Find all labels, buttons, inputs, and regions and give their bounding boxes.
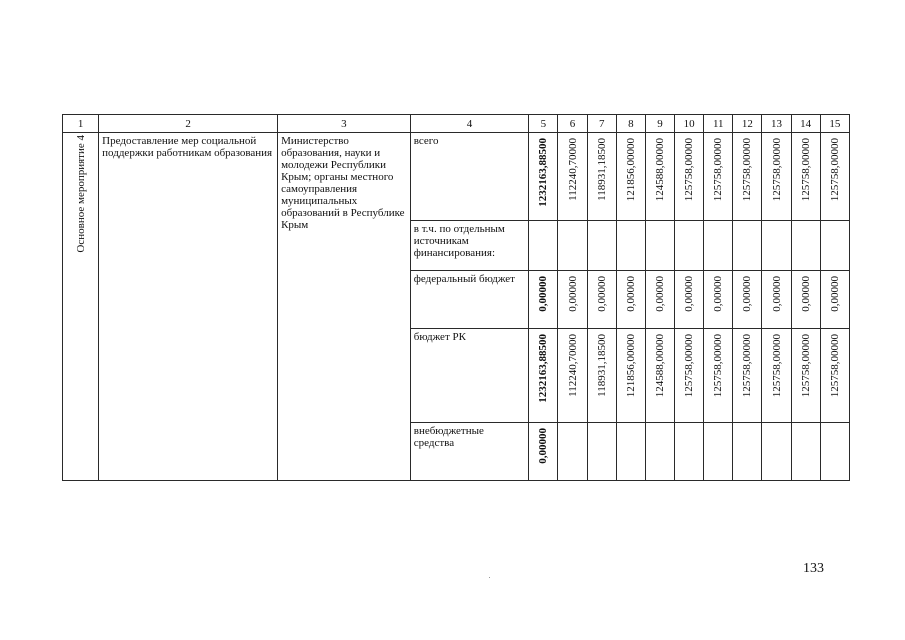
- value-wrap: [558, 329, 586, 397]
- value-wrap: [529, 329, 557, 403]
- year-cell: [820, 221, 849, 271]
- year-cell: [616, 423, 645, 481]
- executor-text: Министерство образования, науки и молодежи Республики Крым; органы местного самоуправления муниципальных образований в Республике Крым: [281, 135, 405, 231]
- value-wrap: [821, 271, 849, 312]
- year-value: 0,00000: [828, 276, 841, 312]
- value-wrap: [762, 133, 790, 201]
- year-cell: [791, 133, 820, 221]
- year-cell: [587, 271, 616, 329]
- year-value: 0,00000: [653, 276, 666, 312]
- value-wrap: [646, 271, 674, 312]
- year-cell: [645, 271, 674, 329]
- funding-table: [62, 114, 850, 481]
- year-value: 125758,00000: [799, 138, 812, 202]
- value-wrap: [733, 329, 761, 397]
- year-value: 112240,70000: [566, 138, 579, 201]
- value-wrap: [529, 271, 557, 312]
- year-value: 0,00000: [741, 276, 754, 312]
- value-wrap: [762, 329, 790, 397]
- year-cell: [675, 221, 704, 271]
- year-cell: [733, 423, 762, 481]
- total-cell: [529, 329, 558, 423]
- activity-cell: [63, 133, 99, 481]
- year-cell: [762, 133, 791, 221]
- year-cell: [762, 423, 791, 481]
- year-value: 125758,00000: [828, 334, 841, 398]
- year-cell: [762, 271, 791, 329]
- description-text: Предоставление мер социальной поддержки работникам образования: [102, 135, 273, 159]
- value-wrap: [733, 271, 761, 312]
- column-number: 2: [99, 115, 278, 133]
- value-wrap: [588, 133, 616, 201]
- year-cell: [820, 423, 849, 481]
- year-value: 0,00000: [770, 276, 783, 312]
- column-number: 11: [704, 115, 733, 133]
- year-cell: [791, 221, 820, 271]
- year-cell: [820, 329, 849, 423]
- year-cell: [762, 329, 791, 423]
- value-wrap: [529, 133, 557, 207]
- year-value: 0,00000: [683, 276, 696, 312]
- column-number: 7: [587, 115, 616, 133]
- total-cell: [529, 423, 558, 481]
- year-cell: [645, 221, 674, 271]
- value-wrap: [792, 329, 820, 397]
- year-cell: [704, 329, 733, 423]
- column-number: 13: [762, 115, 791, 133]
- year-value: 125758,00000: [683, 138, 696, 202]
- year-cell: [587, 221, 616, 271]
- value-wrap: [558, 271, 586, 312]
- year-cell: [558, 221, 587, 271]
- year-cell: [558, 423, 587, 481]
- source-label: всего: [413, 135, 439, 147]
- year-value: 125758,00000: [741, 334, 754, 398]
- value-wrap: [792, 271, 820, 312]
- year-cell: [704, 133, 733, 221]
- value-wrap: [558, 133, 586, 201]
- column-number: 8: [616, 115, 645, 133]
- year-value: 125758,00000: [741, 138, 754, 202]
- value-wrap: [588, 329, 616, 397]
- year-cell: [820, 133, 849, 221]
- value-wrap: [762, 271, 790, 312]
- source-label: в т.ч. по отдельным источникам финансирования:: [413, 223, 505, 259]
- table-body: [63, 115, 850, 481]
- year-value: 112240,70000: [566, 334, 579, 397]
- year-cell: [791, 423, 820, 481]
- year-value: 125758,00000: [712, 138, 725, 202]
- value-wrap: [733, 133, 761, 201]
- source-cell: [410, 221, 529, 271]
- total-cell: [529, 133, 558, 221]
- year-cell: [675, 423, 704, 481]
- scan-artifact: [489, 577, 490, 578]
- value-wrap: [675, 133, 703, 201]
- year-cell: [675, 133, 704, 221]
- value-wrap: [529, 423, 557, 464]
- year-value: 124588,00000: [653, 138, 666, 202]
- year-value: 121856,00000: [624, 334, 637, 398]
- source-cell: [410, 271, 529, 329]
- year-value: 121856,00000: [624, 138, 637, 202]
- column-number: 15: [820, 115, 849, 133]
- description-cell: [99, 133, 278, 481]
- source-cell: [410, 133, 529, 221]
- year-value: 0,00000: [566, 276, 579, 312]
- value-wrap: [821, 329, 849, 397]
- source-cell: [410, 329, 529, 423]
- value-wrap: [617, 133, 645, 201]
- year-cell: [733, 271, 762, 329]
- activity-wrap: [63, 133, 98, 253]
- year-cell: [587, 423, 616, 481]
- source-label: бюджет РК: [413, 331, 466, 343]
- year-value: 125758,00000: [683, 334, 696, 398]
- year-cell: [704, 221, 733, 271]
- total-value: 1232163,88500: [537, 334, 550, 403]
- total-cell: [529, 221, 558, 271]
- source-label: федеральный бюджет: [413, 273, 515, 285]
- year-cell: [616, 133, 645, 221]
- year-value: 0,00000: [595, 276, 608, 312]
- funding-table-container: [62, 114, 850, 481]
- year-cell: [791, 271, 820, 329]
- year-value: 124588,00000: [653, 334, 666, 398]
- source-cell: [410, 423, 529, 481]
- year-cell: [733, 221, 762, 271]
- year-cell: [558, 133, 587, 221]
- total-cell: [529, 271, 558, 329]
- column-number: 14: [791, 115, 820, 133]
- year-cell: [704, 271, 733, 329]
- year-cell: [616, 221, 645, 271]
- column-number: 6: [558, 115, 587, 133]
- column-number: 12: [733, 115, 762, 133]
- year-value: 125758,00000: [770, 138, 783, 202]
- value-wrap: [646, 329, 674, 397]
- year-value: 118931,18500: [595, 334, 608, 397]
- value-wrap: [617, 271, 645, 312]
- column-number: 10: [675, 115, 704, 133]
- column-number: 4: [410, 115, 529, 133]
- table-row: [63, 133, 850, 221]
- year-cell: [762, 221, 791, 271]
- year-cell: [616, 271, 645, 329]
- value-wrap: [792, 133, 820, 201]
- value-wrap: [704, 133, 732, 201]
- page-number: 133: [803, 561, 824, 576]
- year-cell: [558, 329, 587, 423]
- year-cell: [587, 133, 616, 221]
- column-number: 5: [529, 115, 558, 133]
- total-value: 0,00000: [537, 276, 550, 312]
- year-cell: [645, 423, 674, 481]
- year-cell: [616, 329, 645, 423]
- year-cell: [791, 329, 820, 423]
- activity-name: Основное мероприятие 4: [74, 135, 87, 253]
- value-wrap: [704, 329, 732, 397]
- year-value: 125758,00000: [712, 334, 725, 398]
- year-value: 0,00000: [799, 276, 812, 312]
- value-wrap: [617, 329, 645, 397]
- executor-cell: [278, 133, 411, 481]
- source-label: внебюджетные средства: [413, 425, 484, 449]
- value-wrap: [588, 271, 616, 312]
- column-number: 9: [645, 115, 674, 133]
- year-cell: [587, 329, 616, 423]
- year-cell: [675, 271, 704, 329]
- year-cell: [704, 423, 733, 481]
- year-value: 125758,00000: [828, 138, 841, 202]
- year-cell: [558, 271, 587, 329]
- value-wrap: [675, 329, 703, 397]
- year-cell: [645, 329, 674, 423]
- year-cell: [645, 133, 674, 221]
- value-wrap: [821, 133, 849, 201]
- total-value: 1232163,88500: [537, 138, 550, 207]
- column-number-row: [63, 115, 850, 133]
- year-value: 125758,00000: [799, 334, 812, 398]
- year-cell: [675, 329, 704, 423]
- column-number: 1: [63, 115, 99, 133]
- year-cell: [733, 133, 762, 221]
- total-value: 0,00000: [537, 428, 550, 464]
- year-value: 118931,18500: [595, 138, 608, 201]
- year-value: 0,00000: [624, 276, 637, 312]
- year-cell: [733, 329, 762, 423]
- value-wrap: [704, 271, 732, 312]
- value-wrap: [675, 271, 703, 312]
- year-cell: [820, 271, 849, 329]
- value-wrap: [646, 133, 674, 201]
- column-number: 3: [278, 115, 411, 133]
- year-value: 0,00000: [712, 276, 725, 312]
- year-value: 125758,00000: [770, 334, 783, 398]
